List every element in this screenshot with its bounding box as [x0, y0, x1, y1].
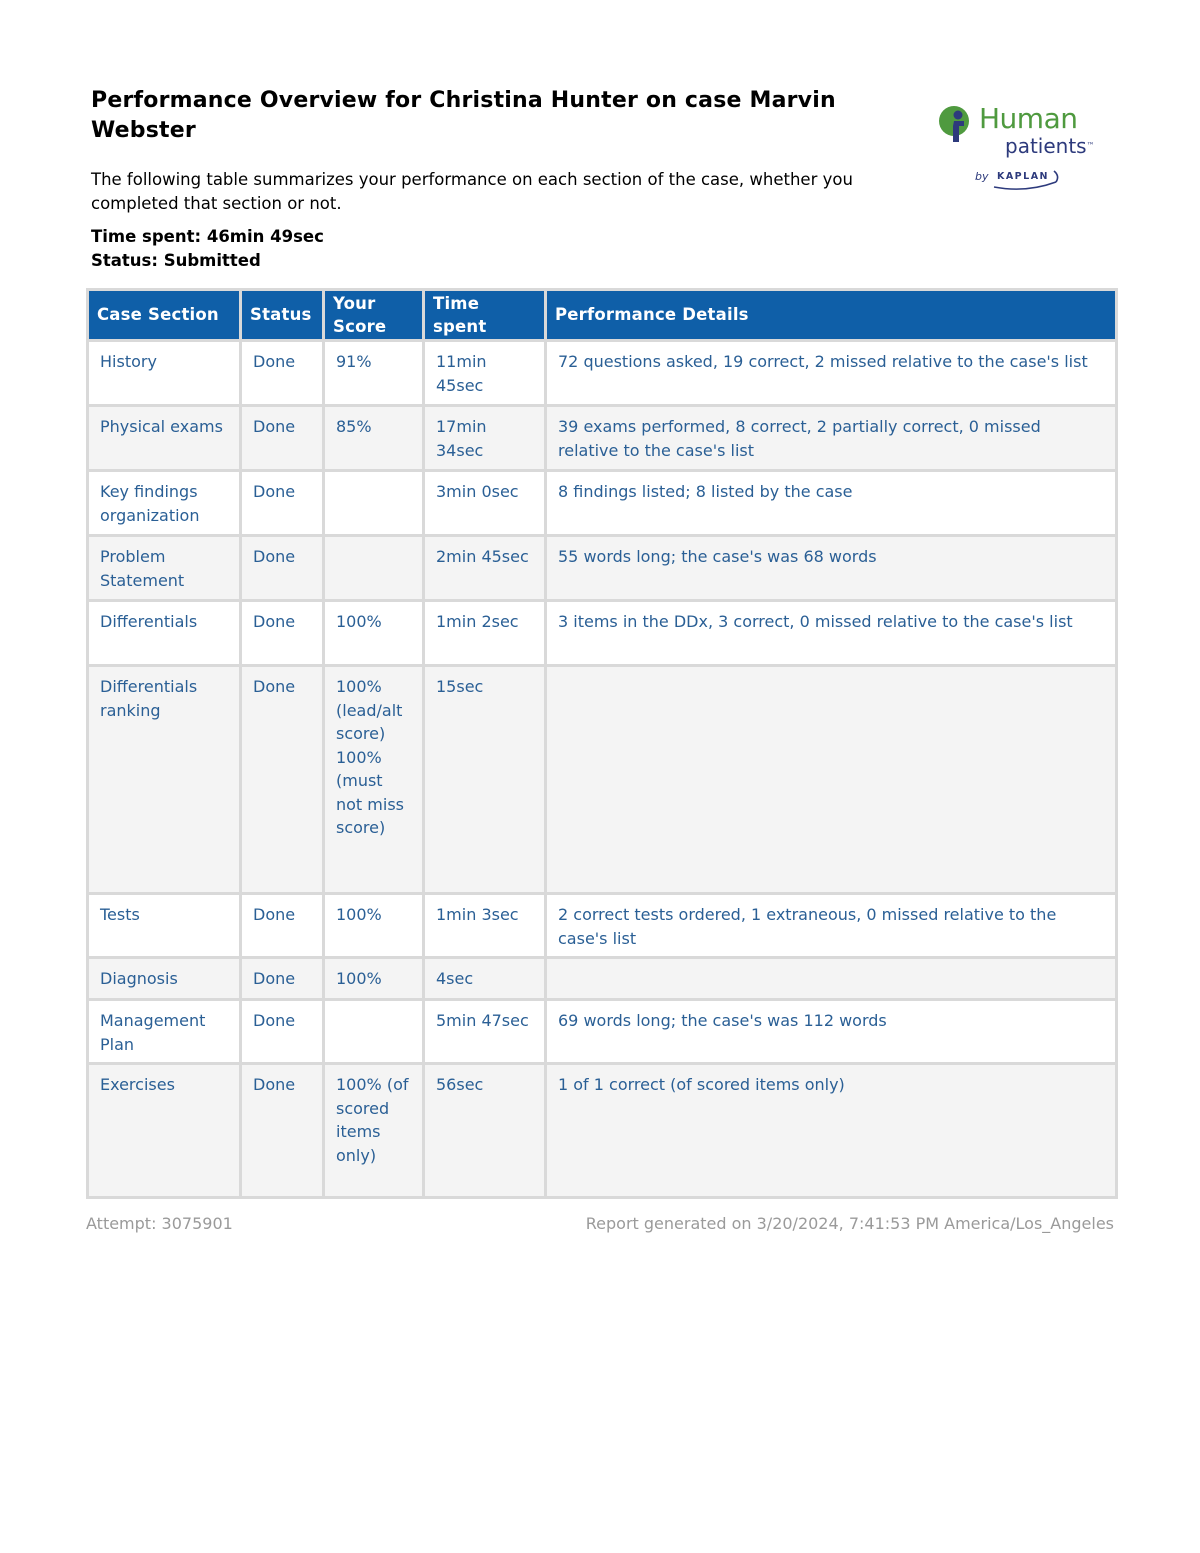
cell-status: Done — [241, 894, 324, 958]
cell-status: Done — [241, 536, 324, 601]
intro-text: The following table summarizes your performance on each section of the case, whether you completed that section or not. — [91, 170, 853, 213]
cell-details: 39 exams performed, 8 correct, 2 partially correct, 0 missed relative to the case's list — [546, 406, 1117, 471]
header-case-section: Case Section — [88, 290, 241, 341]
table-row — [88, 536, 1117, 601]
cell-status: Done — [241, 341, 324, 406]
submission-status: Status: Submitted — [91, 251, 261, 270]
table-row — [88, 1000, 1117, 1064]
cell-score: 85% — [324, 406, 424, 471]
cell-status: Done — [241, 601, 324, 666]
cell-section: Key findings organization — [88, 471, 241, 536]
cell-details — [546, 666, 1117, 894]
cell-section: History — [88, 341, 241, 406]
time-spent-total: Time spent: 46min 49sec — [91, 227, 324, 246]
header-performance-details: Performance Details — [546, 290, 1117, 341]
table-row — [88, 666, 1117, 894]
cell-score: 91% — [324, 341, 424, 406]
cell-score: 100% — [324, 601, 424, 666]
cell-section: Diagnosis — [88, 958, 241, 1000]
cell-status: Done — [241, 406, 324, 471]
table-row — [88, 894, 1117, 958]
cell-details: 8 findings listed; 8 listed by the case — [546, 471, 1117, 536]
performance-table — [86, 288, 1118, 1199]
cell-section: Differentials — [88, 601, 241, 666]
table-row — [88, 471, 1117, 536]
cell-section: Problem Statement — [88, 536, 241, 601]
cell-time: 56sec — [424, 1064, 546, 1198]
cell-time: 15sec — [424, 666, 546, 894]
cell-score: 100% — [324, 958, 424, 1000]
ihuman-person-icon — [937, 104, 977, 144]
table-header-row — [88, 290, 1117, 341]
table-row — [88, 341, 1117, 406]
cell-time: 1min 2sec — [424, 601, 546, 666]
cell-details: 55 words long; the case's was 68 words — [546, 536, 1117, 601]
cell-section: Physical exams — [88, 406, 241, 471]
cell-status: Done — [241, 1000, 324, 1064]
kaplan-logo — [990, 168, 1062, 192]
trademark-icon: ™ — [1086, 141, 1095, 150]
table-row — [88, 958, 1117, 1000]
logo-brand: Human — [979, 102, 1078, 135]
cell-details: 3 items in the DDx, 3 correct, 0 missed relative to the case's list — [546, 601, 1117, 666]
cell-status: Done — [241, 958, 324, 1000]
cell-details: 72 questions asked, 19 correct, 2 missed relative to the case's list — [546, 341, 1117, 406]
cell-details — [546, 958, 1117, 1000]
report-generated-timestamp: Report generated on 3/20/2024, 7:41:53 PM America/Los_Angeles — [585, 1214, 1114, 1233]
cell-status: Done — [241, 666, 324, 894]
header-status: Status — [241, 290, 324, 341]
table-row — [88, 406, 1117, 471]
header-time-spent: Time spent — [424, 290, 546, 341]
logo-sub-text: patients — [1005, 134, 1087, 158]
logo-sub — [1005, 134, 1095, 158]
table-row — [88, 1064, 1117, 1198]
cell-details: 2 correct tests ordered, 1 extraneous, 0 missed relative to the case's list — [546, 894, 1117, 958]
cell-time: 17min 34sec — [424, 406, 546, 471]
summary-meta — [91, 225, 324, 273]
cell-status: Done — [241, 1064, 324, 1198]
cell-section: Exercises — [88, 1064, 241, 1198]
header-your-score: Your Score — [324, 290, 424, 341]
cell-details: 1 of 1 correct (of scored items only) — [546, 1064, 1117, 1198]
cell-section: Management Plan — [88, 1000, 241, 1064]
kaplan-wordmark: KAPLAN — [996, 171, 1050, 182]
table-row — [88, 601, 1117, 666]
cell-time: 11min 45sec — [424, 341, 546, 406]
cell-status: Done — [241, 471, 324, 536]
attempt-id: Attempt: 3075901 — [86, 1214, 233, 1233]
ihuman-patients-logo — [935, 100, 1115, 196]
cell-time: 3min 0sec — [424, 471, 546, 536]
cell-score: 100% (of scored items only) — [324, 1064, 424, 1198]
cell-time: 4sec — [424, 958, 546, 1000]
cell-score — [324, 1000, 424, 1064]
cell-score — [324, 536, 424, 601]
page-title: Performance Overview for Christina Hunter on case Marvin Webster — [91, 88, 836, 143]
cell-section: Differentials ranking — [88, 666, 241, 894]
cell-score — [324, 471, 424, 536]
logo-by: by — [975, 170, 989, 183]
cell-score: 100% — [324, 894, 424, 958]
cell-time: 5min 47sec — [424, 1000, 546, 1064]
cell-score: 100% (lead/alt score) 100% (must not miss score) — [324, 666, 424, 894]
cell-time: 2min 45sec — [424, 536, 546, 601]
cell-time: 1min 3sec — [424, 894, 546, 958]
cell-details: 69 words long; the case's was 112 words — [546, 1000, 1117, 1064]
cell-section: Tests — [88, 894, 241, 958]
